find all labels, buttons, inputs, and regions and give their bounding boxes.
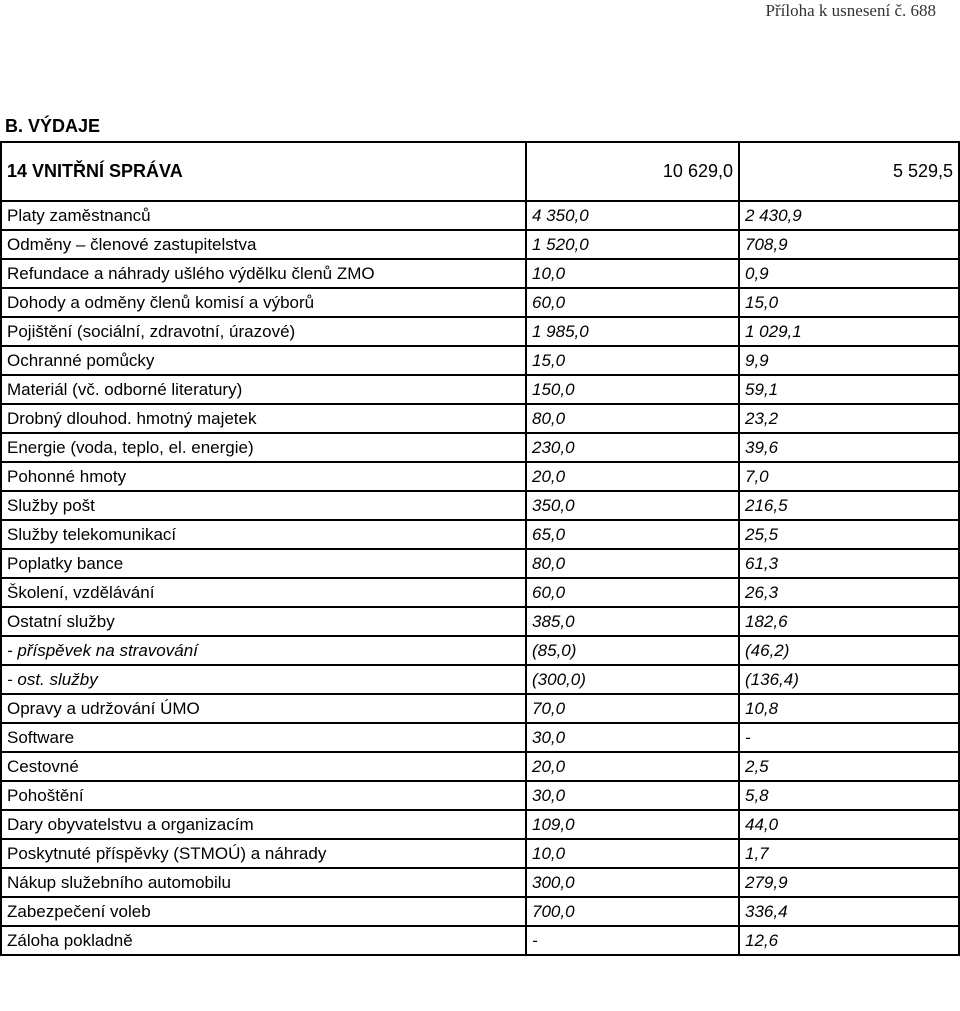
row-actual-value: 39,6	[739, 433, 959, 462]
row-actual-value: 2,5	[739, 752, 959, 781]
row-budget-value: 15,0	[526, 346, 739, 375]
row-actual-value: 10,8	[739, 694, 959, 723]
row-label: Odměny – členové zastupitelstva	[1, 230, 526, 259]
row-actual-value: 0,9	[739, 259, 959, 288]
expenditure-table	[0, 141, 960, 956]
row-budget-value: 150,0	[526, 375, 739, 404]
row-actual-value: 216,5	[739, 491, 959, 520]
table-row	[1, 288, 959, 317]
table-row	[1, 462, 959, 491]
row-budget-value: 300,0	[526, 868, 739, 897]
row-budget-value: -	[526, 926, 739, 955]
row-budget-value: 60,0	[526, 288, 739, 317]
row-actual-value: -	[739, 723, 959, 752]
row-label: Nákup služebního automobilu	[1, 868, 526, 897]
row-budget-value: 20,0	[526, 752, 739, 781]
row-actual-value: 44,0	[739, 810, 959, 839]
table-row	[1, 491, 959, 520]
table-row	[1, 810, 959, 839]
row-label: Zabezpečení voleb	[1, 897, 526, 926]
row-label: Ostatní služby	[1, 607, 526, 636]
row-actual-value: 12,6	[739, 926, 959, 955]
table-row	[1, 578, 959, 607]
row-label: Služby telekomunikací	[1, 520, 526, 549]
row-label: Opravy a udržování ÚMO	[1, 694, 526, 723]
row-budget-value: 30,0	[526, 723, 739, 752]
row-budget-value: 700,0	[526, 897, 739, 926]
row-actual-value: 182,6	[739, 607, 959, 636]
row-label: Ochranné pomůcky	[1, 346, 526, 375]
row-budget-value: 10,0	[526, 839, 739, 868]
table-row	[1, 868, 959, 897]
row-label: Záloha pokladně	[1, 926, 526, 955]
row-budget-value: 30,0	[526, 781, 739, 810]
row-budget-value: 80,0	[526, 549, 739, 578]
row-budget-value: 20,0	[526, 462, 739, 491]
row-budget-value: (85,0)	[526, 636, 739, 665]
row-budget-value: 10,0	[526, 259, 739, 288]
row-label: Refundace a náhrady ušlého výdělku členů ZMO	[1, 259, 526, 288]
row-budget-value: 4 350,0	[526, 201, 739, 230]
table-row	[1, 752, 959, 781]
row-label: Pojištění (sociální, zdravotní, úrazové)	[1, 317, 526, 346]
row-actual-value: (46,2)	[739, 636, 959, 665]
row-actual-value: 708,9	[739, 230, 959, 259]
row-actual-value: 2 430,9	[739, 201, 959, 230]
row-label: Energie (voda, teplo, el. energie)	[1, 433, 526, 462]
row-budget-value: 70,0	[526, 694, 739, 723]
row-budget-value: 385,0	[526, 607, 739, 636]
section-title: B. VÝDAJE	[5, 116, 101, 136]
row-label: Pohoštění	[1, 781, 526, 810]
table-row	[1, 346, 959, 375]
row-label: Poplatky bance	[1, 549, 526, 578]
table-row	[1, 839, 959, 868]
page-header: Příloha k usnesení č. 688	[765, 1, 936, 20]
group-budget-value: 10 629,0	[526, 142, 739, 201]
row-actual-value: 26,3	[739, 578, 959, 607]
table-row	[1, 897, 959, 926]
row-budget-value: 230,0	[526, 433, 739, 462]
row-label: Platy zaměstnanců	[1, 201, 526, 230]
row-label: Software	[1, 723, 526, 752]
row-actual-value: 25,5	[739, 520, 959, 549]
group-header-row	[1, 142, 959, 201]
row-label: - příspěvek na stravování	[1, 636, 526, 665]
row-actual-value: (136,4)	[739, 665, 959, 694]
table-row	[1, 375, 959, 404]
row-budget-value: 350,0	[526, 491, 739, 520]
table-row	[1, 433, 959, 462]
table-row	[1, 549, 959, 578]
table-row	[1, 607, 959, 636]
row-label: Poskytnuté příspěvky (STMOÚ) a náhrady	[1, 839, 526, 868]
row-actual-value: 5,8	[739, 781, 959, 810]
row-label: Služby pošt	[1, 491, 526, 520]
row-actual-value: 61,3	[739, 549, 959, 578]
row-label: Drobný dlouhod. hmotný majetek	[1, 404, 526, 433]
table-row	[1, 926, 959, 955]
table-row	[1, 781, 959, 810]
row-budget-value: 65,0	[526, 520, 739, 549]
row-actual-value: 9,9	[739, 346, 959, 375]
table-row	[1, 694, 959, 723]
row-actual-value: 7,0	[739, 462, 959, 491]
table-row	[1, 723, 959, 752]
row-actual-value: 15,0	[739, 288, 959, 317]
row-label: - ost. služby	[1, 665, 526, 694]
row-actual-value: 23,2	[739, 404, 959, 433]
group-title: 14 VNITŘNÍ SPRÁVA	[1, 142, 526, 201]
table-row	[1, 404, 959, 433]
row-label: Dary obyvatelstvu a organizacím	[1, 810, 526, 839]
row-budget-value: 80,0	[526, 404, 739, 433]
group-actual-value: 5 529,5	[739, 142, 959, 201]
row-label: Dohody a odměny členů komisí a výborů	[1, 288, 526, 317]
table-row	[1, 259, 959, 288]
table-row	[1, 636, 959, 665]
row-actual-value: 59,1	[739, 375, 959, 404]
table-row	[1, 201, 959, 230]
row-actual-value: 336,4	[739, 897, 959, 926]
row-actual-value: 1 029,1	[739, 317, 959, 346]
row-budget-value: (300,0)	[526, 665, 739, 694]
row-budget-value: 1 520,0	[526, 230, 739, 259]
row-actual-value: 279,9	[739, 868, 959, 897]
row-label: Materiál (vč. odborné literatury)	[1, 375, 526, 404]
table-row	[1, 665, 959, 694]
table-row	[1, 520, 959, 549]
row-label: Cestovné	[1, 752, 526, 781]
table-row	[1, 317, 959, 346]
row-actual-value: 1,7	[739, 839, 959, 868]
row-label: Školení, vzdělávání	[1, 578, 526, 607]
row-label: Pohonné hmoty	[1, 462, 526, 491]
table-row	[1, 230, 959, 259]
row-budget-value: 1 985,0	[526, 317, 739, 346]
row-budget-value: 109,0	[526, 810, 739, 839]
row-budget-value: 60,0	[526, 578, 739, 607]
